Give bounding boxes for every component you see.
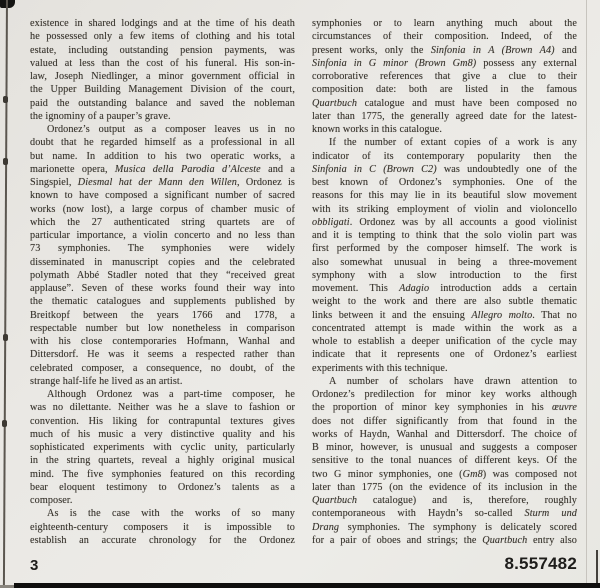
text-line: known works in this catalogue. [312,124,443,135]
text-line: bear eloquent testimony to Ordonez’s talents as a [30,481,295,493]
text-line: eighteenth-century composers it is impossible to [30,521,295,533]
text-line: Breitkopf between the years 1766 and 1778, a [30,309,295,321]
binding-knot [3,334,8,341]
text-line: the Upper Building Management Division of the court, [30,84,295,96]
paragraph [30,507,295,547]
text-line: indicate that it represents one of Ordonez’s earliest [312,349,577,361]
text-line: first performed by the composer himself. The work is [312,243,577,255]
text-line: two G minor symphonies, one (Gm8) was composed not [312,468,577,480]
text-line: establish an accurate chronology for the Ordonez [30,534,295,546]
text-line: Sinfonia in C (Brown C2) was undoubtedly one of the [312,163,577,175]
text-line: in the string quartets, reveal a highly original musical [30,455,295,467]
text-line: much of his music a very distinctive quality and his [30,428,295,440]
text-line: If the number of extant copies of a work is any [329,137,577,149]
page-number: 3 [30,557,39,574]
text-line: particular importance, a violin concerto and no less than [30,230,295,241]
text-line: composition date: both are listed in the famous [312,84,577,96]
text-line: circumstances of their composition. Indeed, of the [312,31,577,43]
text-line: the thematic catalogues and supplements published by [30,296,295,308]
text-line: convention. His liking for contrapuntal textures gives [30,415,295,427]
text-line: doubt that he regarded himself as a professional in all [30,137,295,149]
text-line: marionette opera, Musica della Parodia d’Alceste and a [30,163,295,175]
binding-knot [3,158,8,165]
text-line: for a pair of oboes and strings; the Quartbuch entry also [312,534,577,546]
text-line: and it is tempting to think that the solo violin part was [312,230,577,241]
text-line: movement. This Adagio introduction adds a certain [312,283,577,294]
text-line: sophisticated experiments with cyclic unity, particularly [30,442,295,453]
paragraph [30,17,295,123]
text-line: best known of Ordonez’s symphonies. One of the [312,177,577,188]
text-line: sensitive to the tonal nuances of different keys. Of the [312,455,577,467]
text-line: symphony with a slow introduction to the first [312,269,577,281]
text-line: Quartbuch catalogue) and is, therefore, roughly [312,495,577,506]
text-line: whole to establish a deeper unification of the cycle may [312,336,577,347]
paragraph [30,123,295,388]
text-column-left [30,17,295,551]
text-line: composer. [30,495,73,506]
text-line: 73 symphonies. The symphonies were widely [30,243,295,255]
text-line: respectable number but low nonetheless in comparison [30,322,295,334]
text-line: As is the case with the works of so many [47,508,295,520]
text-line: links between it and the ensuing Allegro molto. That no [312,309,577,321]
text-line: Dittersdorf. He was it seems a respected rather than [30,349,295,361]
text-line: Drang symphonies. The symphony is delicately scored [312,521,577,533]
text-line: present works, only the Sinfonia in A (Brown A4) and [312,44,577,56]
text-line: weight to the work and there are also subtle thematic [312,296,577,308]
text-line: A number of scholars have drawn attention to [329,375,577,387]
text-line: strange half-life he lived as an artist. [30,375,183,387]
text-line: estate, including outstanding pension payments, was [30,44,295,56]
text-line: polymath Abbé Stadler noted that they “received great [30,269,295,281]
text-line: corroborative references that give a clue to their [312,71,577,82]
text-line: concentrated attempt is made within the work as a [312,322,577,334]
text-line: does not differ significantly from that found in the [312,415,577,427]
text-line: Sinfonia in G minor (Brown Gm8) possess any external [312,57,577,69]
text-line: contemporaneous with Haydn’s so-called Sturm und [312,508,577,520]
text-line: the ignominy of a pauper’s grave. [30,110,171,122]
text-line: Ordonez’s output as a composer leaves us in no [47,124,295,135]
text-line: symphonies or to learn anything much about the [312,18,577,29]
text-line: later than 1775 (on the evidence of its inclusion in the [312,481,577,493]
text-line: experiments with this technique. [312,362,448,374]
binding-knot [2,420,7,427]
text-line: later than 1775, the generally agreed date for the latest- [312,110,577,122]
text-line: known to have composed a significant number of sacred [30,190,295,202]
text-line: but name. In addition to his two operatic works, a [30,150,295,162]
scan-fold-line [586,0,587,588]
text-line: Although Ordonez was a part-time composer, he [47,389,295,400]
text-line: which the 27 authenticated string quartets are of [30,216,295,228]
text-line: with his close contemporaries Hofmann, Wanhal and [30,336,295,347]
text-line: works of Haydn, Wanhal and Dittersdorf. The choice of [312,428,577,440]
text-columns [30,17,577,551]
text-line: law, Joseph Niedlinger, a minor government official in [30,71,295,82]
text-line: B minor, however, is unusual and suggests a composer [312,442,577,453]
text-line: disseminated in manuscript copies and the celebrated [30,256,295,268]
text-line: Ordonez’s predilection for minor key works although [312,389,577,400]
text-line: paid the outstanding balance and saved the nobleman [30,97,295,109]
text-column-right [312,17,577,551]
text-line: also somewhat unusual in being a three-movement [312,256,577,268]
text-line: with its striking employment of violin and violoncello [312,203,577,215]
text-line: celebrated composer, a consequence, no doubt, of the [30,362,295,374]
text-line: Singspiel, Diesmal hat der Mann den Willen, Ordonez is [30,177,295,188]
text-line: the proportion of minor key symphonies in his œuvre [312,402,577,414]
text-line: works (now lost), a large corpus of chamber music of [30,203,295,215]
text-line: indicator of its contemporary popularity then the [312,150,577,162]
scan-edge-bottom [14,583,600,588]
text-line: reasons for this may lie in its beautiful slow movement [312,190,577,202]
text-line: applause”. Seven of these works found their way into [30,283,295,294]
paragraph [312,17,577,136]
text-line: he possessed only a few items of clothing and his total [30,31,295,43]
text-line: obbligati. Ordonez was by all accounts a good violinist [312,216,577,228]
text-line: existence in shared lodgings and at the time of his death [30,18,295,29]
text-line: valued at less than the cost of his funeral. His son-in- [30,57,295,69]
text-line: Quartbuch catalogue and must have been composed no [312,97,577,109]
paragraph [312,136,577,375]
text-line: was no dilettante. Neither was he a slave to fashion or [30,402,295,414]
binding-wire [2,0,7,588]
text-line: mind. The five symphonies featured on this recording [30,468,295,480]
paragraph [312,375,577,547]
catalog-number: 8.557482 [504,554,577,573]
binding-knot [3,96,8,103]
paragraph [30,388,295,507]
